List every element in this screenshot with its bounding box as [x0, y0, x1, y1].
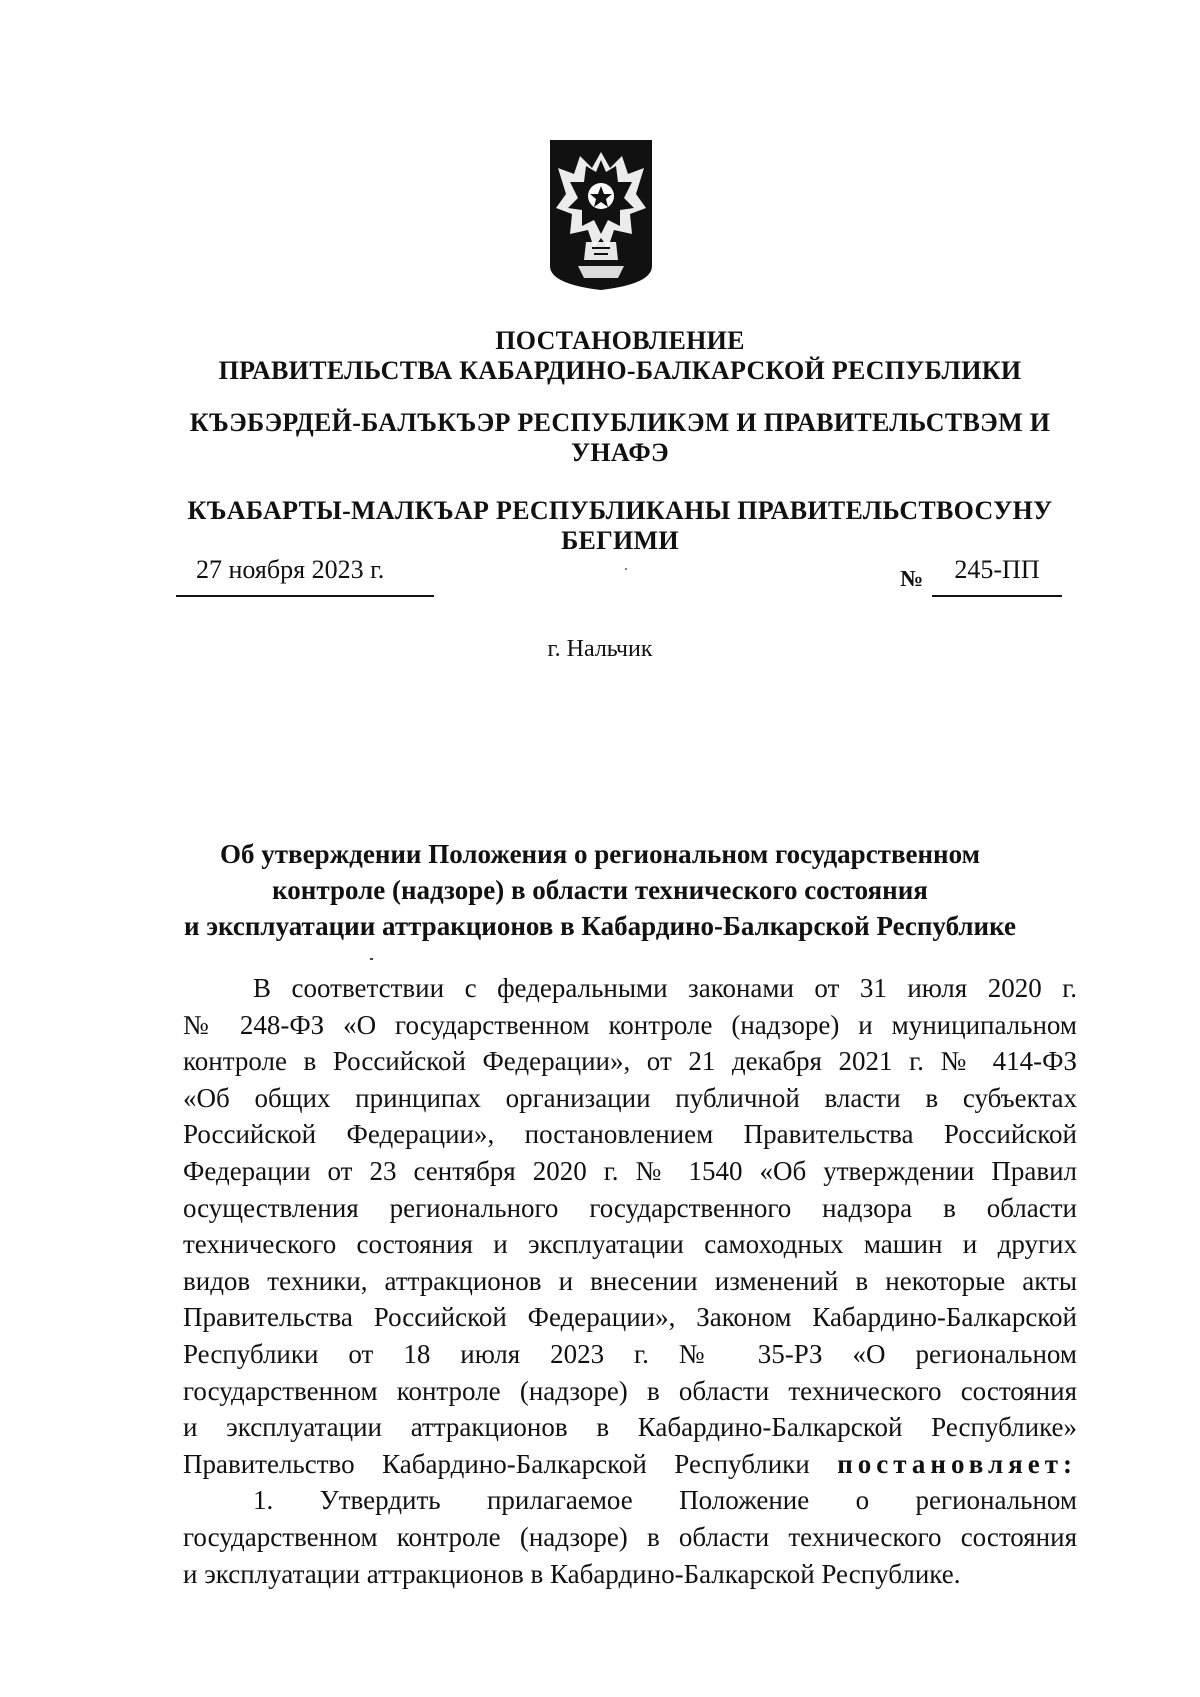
preamble-paragraph — [183, 970, 1077, 1592]
document-subject — [150, 836, 1050, 944]
preamble-line: Федерации от 23 сентября 2020 г. № 1540 «Об утверждении Правил — [183, 1155, 1077, 1186]
heading-line-1: ПОСТАНОВЛЕНИЕ — [495, 326, 745, 355]
scan-mark — [370, 958, 373, 960]
coat-of-arms-emblem — [548, 138, 654, 292]
preamble-line: государственном контроле (надзоре) в области технического состояния — [183, 1375, 1077, 1406]
document-city: г. Нальчик — [547, 636, 653, 662]
document-type-heading — [170, 326, 1070, 386]
clause-1-line: государственном контроле (надзоре) в области технического состояния — [183, 1521, 1077, 1552]
heading-line-2: ПРАВИТЕЛЬСТВА КАБАРДИНО-БАЛКАРСКОЙ РЕСПУБЛИКИ — [218, 356, 1022, 385]
preamble-line: видов техники, аттракционов и внесении изменений в некоторые акты — [183, 1265, 1077, 1296]
preamble-line: технического состояния и эксплуатации самоходных машин и других — [183, 1229, 1077, 1260]
preamble-closing-line — [183, 1446, 1077, 1483]
balkar-heading — [170, 496, 1070, 556]
kabardian-heading — [170, 408, 1070, 468]
clause-1-line: и эксплуатации аттракционов в Кабардино-Балкарской Республике. — [183, 1558, 961, 1589]
preamble-line: и эксплуатации аттракционов в Кабардино-Балкарской Республике» — [183, 1412, 1077, 1443]
heading-line-6: БЕГИМИ — [561, 526, 679, 555]
preamble-line: Российской Федерации», постановлением Правительства Российской — [183, 1119, 1077, 1150]
preamble-line: № 248-ФЗ «О государственном контроле (надзоре) и муниципальном — [183, 1009, 1077, 1040]
document-date: 27 ноября 2023 г. — [176, 555, 434, 597]
clause-1-line: 1. Утвердить прилагаемое Положение о региональном — [253, 1485, 1077, 1516]
scan-speck — [625, 568, 627, 570]
subject-line-3: и эксплуатации аттракционов в Кабардино-Балкарской Республике — [184, 911, 1016, 941]
resolves-keyword: постановляет: — [837, 1448, 1077, 1479]
preamble-line: Правительства Российской Федерации», Законом Кабардино-Балкарской — [183, 1302, 1077, 1333]
preamble-line: контроле в Российской Федерации», от 21 декабря 2021 г. № 414-ФЗ — [183, 1046, 1077, 1077]
subject-line-2: контроле (надзоре) в области технического состояния — [272, 875, 928, 905]
government-name: Правительство Кабардино-Балкарской Республики — [183, 1448, 810, 1479]
number-sign: № — [900, 566, 924, 591]
preamble-line: Республики от 18 июля 2023 г. № 35-РЗ «О региональном — [183, 1338, 1077, 1369]
document-number: 245-ПП — [932, 555, 1062, 597]
heading-line-3: КЪЭБЭРДЕЙ-БАЛЪКЪЭР РЕСПУБЛИКЭМ И ПРАВИТЕЛЬСТВЭМ И — [189, 408, 1051, 437]
preamble-line: осуществления регионального государственного надзора в области — [183, 1192, 1077, 1223]
heading-line-5: КЪАБАРТЫ-МАЛКЪАР РЕСПУБЛИКАНЫ ПРАВИТЕЛЬСТВОСУНУ — [187, 496, 1053, 525]
preamble-line: В соответствии с федеральными законами от 31 июля 2020 г. — [253, 973, 1077, 1003]
preamble-line: «Об общих принципах организации публичной власти в субъектах — [183, 1082, 1077, 1113]
heading-line-4: УНАФЭ — [571, 438, 669, 467]
subject-line-1: Об утверждении Положения о региональном государственном — [220, 839, 980, 869]
